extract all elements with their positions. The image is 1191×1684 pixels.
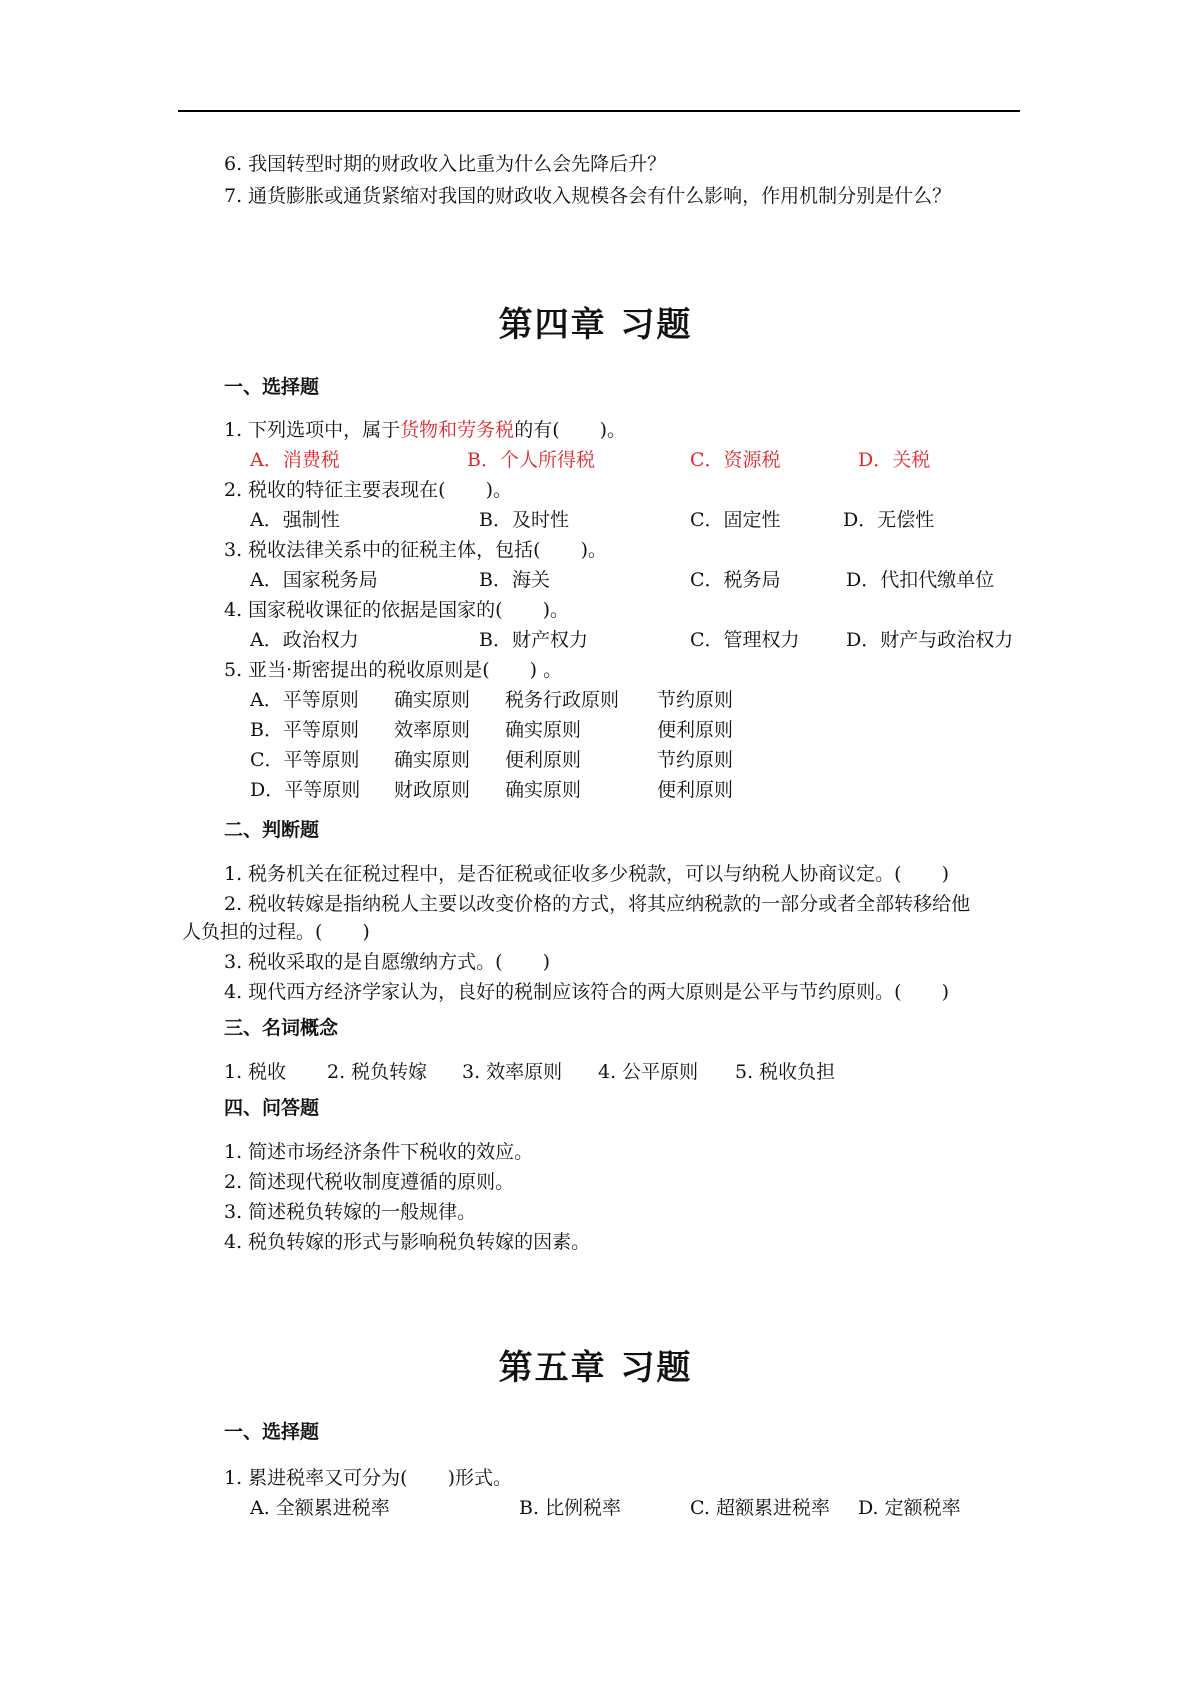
term-1: 1. 税收 — [224, 1061, 287, 1083]
ch5-q1-opt-d: D. 定额税率 — [858, 1497, 961, 1519]
ch4-q5-stem: 5. 亚当·斯密提出的税收原则是( ) 。 — [224, 659, 563, 681]
ch4-q5-row-b-3: 确实原则 — [505, 719, 582, 741]
ch4-q2-opt-b: B．及时性 — [479, 509, 569, 531]
tf-2-line2: 人负担的过程。( ) — [182, 921, 370, 943]
ch4-q1-opt-a: A．消费税 — [250, 449, 340, 471]
ch4-q4-opt-a: A．政治权力 — [250, 629, 359, 651]
ch5-section-choice-title: 一、选择题 — [224, 1421, 320, 1443]
ch4-q3-opt-b: B．海关 — [479, 569, 550, 591]
ch4-q1-opt-c: C．资源税 — [690, 449, 781, 471]
section-truefalse-title: 二、判断题 — [224, 819, 320, 841]
section-choice-title: 一、选择题 — [224, 376, 320, 398]
chapter-4-title: 第四章 习题 — [498, 305, 693, 345]
section-qa-title: 四、问答题 — [224, 1097, 320, 1119]
question-7: 7. 通货膨胀或通货紧缩对我国的财政收入规模各会有什么影响，作用机制分别是什么？ — [224, 185, 952, 207]
term-3: 3. 效率原则 — [462, 1061, 563, 1083]
tf-2-line1: 2. 税收转嫁是指纳税人主要以改变价格的方式，将其应纳税款的一部分或者全部转移给他 — [224, 893, 971, 915]
ch4-q5-row-a-3: 税务行政原则 — [505, 689, 620, 711]
tf-3: 3. 税收采取的是自愿缴纳方式。( ) — [224, 951, 551, 973]
qa-3: 3. 简述税负转嫁的一般规律。 — [224, 1201, 477, 1223]
section-terms-title: 三、名词概念 — [224, 1017, 339, 1039]
ch4-q5-row-d-2: 财政原则 — [394, 779, 471, 801]
ch4-q2-opt-c: C．固定性 — [690, 509, 781, 531]
term-2: 2. 税负转嫁 — [327, 1061, 428, 1083]
ch5-q1-opt-c: C. 超额累进税率 — [690, 1497, 830, 1519]
q1-close: )。 — [599, 419, 627, 441]
ch4-q5-row-a-1: A．平等原则 — [250, 689, 359, 711]
tf-4: 4. 现代西方经济学家认为，良好的税制应该符合的两大原则是公平与节约原则。( ) — [224, 981, 950, 1003]
qa-4: 4. 税负转嫁的形式与影响税负转嫁的因素。 — [224, 1231, 591, 1253]
term-5: 5. 税收负担 — [735, 1061, 836, 1083]
ch4-q5-row-a-4: 节约原则 — [657, 689, 734, 711]
ch4-q5-row-b-1: B．平等原则 — [250, 719, 359, 741]
qa-1: 1. 简述市场经济条件下税收的效应。 — [224, 1141, 534, 1163]
ch4-q5-row-c-1: C．平等原则 — [250, 749, 360, 771]
ch4-q4-opt-b: B．财产权力 — [479, 629, 588, 651]
ch4-q5-row-d-1: D．平等原则 — [250, 779, 361, 801]
q1-pre: 1. 下列选项中，属于 — [224, 419, 401, 441]
ch4-q5-row-d-4: 便利原则 — [657, 779, 734, 801]
ch4-q3-opt-a: A．国家税务局 — [250, 569, 378, 591]
qa-2: 2. 简述现代税收制度遵循的原则。 — [224, 1171, 515, 1193]
q1-post: 的有( — [514, 419, 560, 441]
ch4-q2-opt-a: A．强制性 — [250, 509, 340, 531]
ch4-q1-stem — [224, 418, 626, 442]
ch4-q5-row-b-4: 便利原则 — [657, 719, 734, 741]
ch4-q5-row-b-2: 效率原则 — [394, 719, 471, 741]
question-6: 6. 我国转型时期的财政收入比重为什么会先降后升？ — [224, 153, 667, 175]
term-4: 4. 公平原则 — [598, 1061, 699, 1083]
ch4-q2-opt-d: D．无偿性 — [843, 509, 935, 531]
tf-1: 1. 税务机关在征税过程中，是否征税或征收多少税款，可以与纳税人协商议定。( ) — [224, 863, 950, 885]
header-rule — [178, 110, 1020, 112]
ch4-q3-opt-d: D．代扣代缴单位 — [846, 569, 995, 591]
ch4-q2-stem: 2. 税收的特征主要表现在( )。 — [224, 479, 513, 501]
ch5-q1-opt-a: A. 全额累进税率 — [250, 1497, 390, 1519]
ch4-q5-row-c-4: 节约原则 — [657, 749, 734, 771]
ch4-q4-opt-c: C．管理权力 — [690, 629, 800, 651]
ch4-q1-opt-d: D．关税 — [858, 449, 931, 471]
ch4-q3-opt-c: C．税务局 — [690, 569, 781, 591]
ch4-q5-row-d-3: 确实原则 — [505, 779, 582, 801]
q1-highlight: 货物和劳务税 — [400, 419, 515, 441]
chapter-5-title: 第五章 习题 — [498, 1348, 693, 1388]
ch5-q1-opt-b: B. 比例税率 — [519, 1497, 622, 1519]
ch4-q5-row-c-2: 确实原则 — [394, 749, 471, 771]
ch4-q5-row-a-2: 确实原则 — [394, 689, 471, 711]
ch4-q5-row-c-3: 便利原则 — [505, 749, 582, 771]
ch4-q3-stem: 3. 税收法律关系中的征税主体，包括( )。 — [224, 539, 608, 561]
ch4-q4-stem: 4. 国家税收课征的依据是国家的( )。 — [224, 599, 570, 621]
ch4-q4-opt-d: D．财产与政治权力 — [846, 629, 1014, 651]
ch5-q1-stem: 1. 累进税率又可分为( )形式。 — [224, 1467, 513, 1489]
ch4-q1-opt-b: B．个人所得税 — [467, 449, 595, 471]
